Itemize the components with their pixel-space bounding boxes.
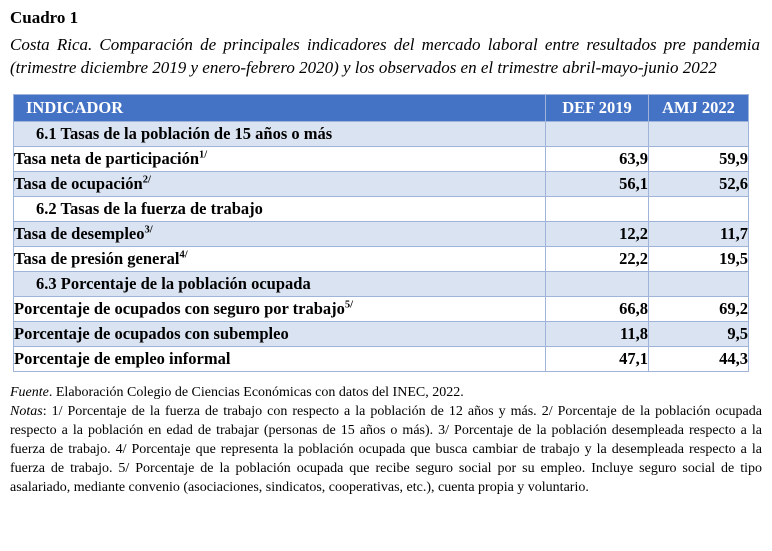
indicator-label [14, 297, 546, 322]
amj2022-value: 44,3 [649, 347, 749, 372]
indicator-label [14, 222, 546, 247]
column-header-amj2022: AMJ 2022 [649, 95, 749, 122]
notes-label: Notas [10, 404, 43, 419]
table-row [14, 297, 749, 322]
footnote-ref: 3/ [144, 224, 153, 236]
indicator-text: Tasa de desempleo [14, 224, 145, 243]
indicator-label [14, 122, 546, 147]
source-label: Fuente [10, 385, 49, 400]
indicator-label [14, 347, 546, 372]
amj2022-value: 52,6 [649, 172, 749, 197]
table-row [14, 247, 749, 272]
def2019-value [546, 272, 649, 297]
notes-text: : 1/ Porcentaje de la fuerza de trabajo con respecto a la población de 12 años y más. 2/ Porcentaje de la población ocupada respecto a la población en edad de trabajar (personas de 15 años o más). 3/ Porcentaje de la población desempleada respecto a la fuerza de trabajo. 4/ Porcentaje que representa la población ocupada que busca cambiar de trabajo y la desempleada respecto a la fuerza de trabajo. 5/ Porcentaje de la población ocupada que recibe seguro social por su empleo. Incluye seguro social de tipo asalariado, mediante convenio (asociaciones, sindicatos, cooperativas, etc.), cuenta propia y voluntario. [10, 404, 762, 495]
table-row [14, 172, 749, 197]
indicator-label [14, 147, 546, 172]
source-text: . Elaboración Colegio de Ciencias Económicas con datos del INEC, 2022. [48, 385, 464, 400]
def2019-value [546, 122, 649, 147]
amj2022-value [649, 122, 749, 147]
def2019-value: 22,2 [546, 247, 649, 272]
indicator-text: Porcentaje de ocupados con seguro por trabajo [14, 299, 345, 318]
table-row-section [14, 122, 749, 147]
footnote-ref: 2/ [142, 174, 151, 186]
table-row [14, 222, 749, 247]
indicator-text: Tasa de presión general [14, 249, 180, 268]
footnote-ref: 1/ [199, 149, 208, 161]
source-note [10, 383, 762, 402]
def2019-value: 11,8 [546, 322, 649, 347]
table-row [14, 322, 749, 347]
indicator-label [14, 172, 546, 197]
table-caption: Costa Rica. Comparación de principales indicadores del mercado laboral entre resultados pre pandemia (trimestre diciembre 2019 y enero-febrero 2020) y los observados en el trimestre abril-mayo-junio 2022 [10, 35, 760, 77]
column-header-indicador: INDICADOR [14, 95, 546, 122]
indicator-text: Tasa de ocupación [14, 174, 143, 193]
amj2022-value: 59,9 [649, 147, 749, 172]
indicator-label [14, 322, 546, 347]
indicator-text: Porcentaje de ocupados con subempleo [14, 324, 289, 343]
indicator-text: Tasa neta de participación [14, 149, 200, 168]
def2019-value: 12,2 [546, 222, 649, 247]
table-row [14, 147, 749, 172]
indicator-text: 6.2 Tasas de la fuerza de trabajo [36, 199, 263, 218]
table-row-section [14, 272, 749, 297]
footer-notes [10, 383, 762, 497]
def2019-value: 56,1 [546, 172, 649, 197]
indicator-label [14, 272, 546, 297]
amj2022-value [649, 197, 749, 222]
footnote-ref: 5/ [344, 299, 354, 311]
indicator-text: 6.3 Porcentaje de la población ocupada [36, 274, 311, 293]
amj2022-value: 19,5 [649, 247, 749, 272]
amj2022-value [649, 272, 749, 297]
amj2022-value: 69,2 [649, 297, 749, 322]
table-header [14, 95, 749, 122]
indicator-label [14, 197, 546, 222]
def2019-value: 47,1 [546, 347, 649, 372]
table-row-section [14, 197, 749, 222]
table-row [14, 347, 749, 372]
def2019-value: 66,8 [546, 297, 649, 322]
indicator-text: Porcentaje de empleo informal [14, 349, 231, 368]
header-row [14, 95, 749, 122]
footnote-ref: 4/ [179, 249, 188, 261]
indicators-table [13, 94, 749, 372]
page-title: Cuadro 1 [10, 8, 79, 27]
table-body [14, 122, 749, 372]
column-header-def2019: DEF 2019 [546, 95, 649, 122]
indicator-label [14, 247, 546, 272]
def2019-value [546, 197, 649, 222]
amj2022-value: 9,5 [649, 322, 749, 347]
indicator-text: 6.1 Tasas de la población de 15 años o más [36, 124, 333, 143]
def2019-value: 63,9 [546, 147, 649, 172]
amj2022-value: 11,7 [649, 222, 749, 247]
notes-paragraph [10, 402, 762, 497]
